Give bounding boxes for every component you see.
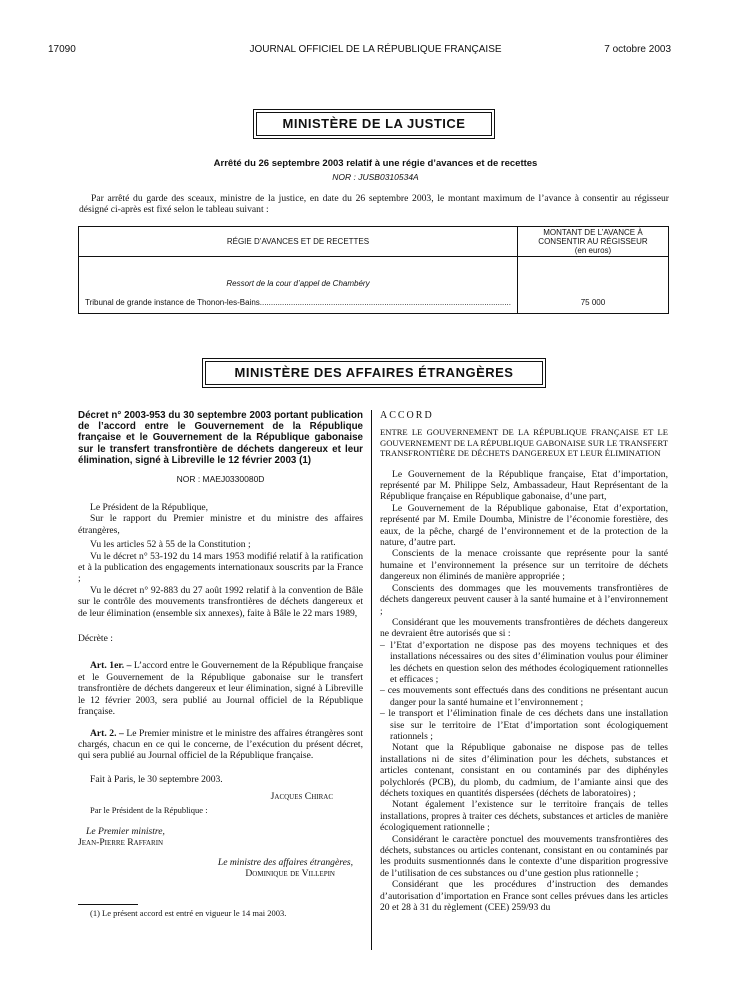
- accord-heading: ACCORD: [380, 410, 434, 421]
- footnote: (1) Le présent accord est entré en vigueur le 14 mai 2003.: [90, 907, 287, 918]
- ressort-label: Ressort de la cour d’appel de Chambéry: [226, 279, 370, 288]
- accord-para-7: Notant également l’existence sur le territoire français de telles installations, propres à traiter ces déchets, substances et articles de manière écologiquement rationnelle ;: [380, 799, 668, 834]
- table-header-montant: MONTANT DE L’AVANCE À CONSENTIR AU RÉGISSEUR (en euros): [517, 227, 668, 257]
- decree-title: Décret n° 2003-953 du 30 septembre 2003 portant publication de l’accord entre le Gouvernement de la République française et le Gouvernement de la République gabonaise sur le transfert transfrontière de déchets dangereux et leur élimination, signé à Libreville le 12 février 2003 (1): [78, 410, 363, 466]
- accord-para-2: Le Gouvernement de la République gabonaise, Etat d’exportation, représenté par M. Emile Doumba, Ministre de l’économie forestière, des eaux, de la pêche, chargé de l’environnement et de la protection de la nature, d’autre part.: [380, 502, 668, 549]
- signer-president: Jacques Chirac: [270, 791, 333, 803]
- column-divider: [371, 410, 372, 950]
- table-row-regie: [79, 257, 518, 314]
- right-column: [380, 410, 668, 913]
- accord-para-1: Le Gouvernement de la République française, Etat d’importation, représenté par M. Philippe Selz, Ambassadeur, Haut Représentant de la République française en République gabonaise, d’une part,: [380, 468, 668, 503]
- tribunal-label: Tribunal de grande instance de Thonon-les-Bains.................................................................................................................: [85, 298, 511, 307]
- accord-para-5: Considérant que les mouvements transfrontières de déchets dangereux ne devraient être autorisés que si :: [380, 616, 668, 640]
- page-number: 17090: [48, 44, 76, 55]
- arrete-nor: NOR : JUSB0310534A: [332, 172, 419, 182]
- accord-para-4: Conscients des dommages que les mouvements transfrontières de déchets dangereux peuvent causer à la santé humaine et à l’environnement ;: [380, 582, 668, 617]
- ministry-affaires-box: MINISTÈRE DES AFFAIRES ÉTRANGÈRES: [205, 361, 543, 385]
- decree-p1: Le Président de la République,: [90, 502, 209, 514]
- table-header-regie: RÉGIE D’AVANCES ET DE RECETTES: [79, 227, 518, 257]
- ministry-justice-box: MINISTÈRE DE LA JUSTICE: [256, 112, 492, 136]
- article-2: Art. 2. – Le Premier ministre et le ministre des affaires étrangères sont chargés, chacun en ce qui le concerne, de l’exécution du présent décret, qui sera publié au Journal officiel de la République française.: [78, 727, 363, 762]
- decree-p3: Vu les articles 52 à 55 de la Constitution ;: [90, 539, 251, 551]
- article-1: Art. 1er. – L’accord entre le Gouvernement de la République française et le Gouvernement de la République gabonaise sur le transfert transfrontière de déchets dangereux et leur élimination, signé à Libreville le 12 février 2003, sera publié au Journal officiel de la République française.: [78, 660, 363, 718]
- accord-dash-2: – ces mouvements sont effectués dans des conditions ne présentant aucun danger pour la santé humaine et l’environnement ;: [380, 685, 668, 708]
- journal-title: JOURNAL OFFICIEL DE LA RÉPUBLIQUE FRANÇAISE: [249, 44, 502, 55]
- pm-name: Jean-Pierre Raffarin: [78, 837, 164, 849]
- footnote-rule: [78, 904, 138, 905]
- issue-date: 7 octobre 2003: [604, 44, 671, 55]
- accord-dash-3: – le transport et l’élimination finale de ces déchets dans une installation sise sur le territoire de l’Etat d’importation sont écologiquement rationnels ;: [380, 708, 668, 742]
- decree-nor: NOR : MAEJ0330080D: [176, 474, 265, 485]
- mae-title: Le ministre des affaires étrangères,: [217, 856, 353, 868]
- arrete-title: Arrêté du 26 septembre 2003 relatif à une régie d’avances et de recettes: [213, 158, 538, 169]
- decree-p4: Vu le décret n° 53-192 du 14 mars 1953 modifié relatif à la ratification et à la publication des engagements internationaux souscrits par la France ;: [78, 550, 363, 585]
- fait-a-paris: Fait à Paris, le 30 septembre 2003.: [90, 773, 223, 785]
- arrete-intro: Par arrêté du garde des sceaux, ministre de la justice, en date du 26 septembre 2003, le montant maximum de l’avance à consentir au régisseur désigné ci-après est fixé selon le tableau suivant :: [79, 193, 669, 216]
- left-column: [78, 410, 363, 919]
- amount-value: 75 000: [517, 257, 668, 314]
- decrete: Décrète :: [78, 633, 113, 645]
- accord-para-3: Conscients de la menace croissante que représente pour la santé humaine et l’environnement la présence sur un territoire de déchets dangereux non éliminés de manière appropriée ;: [380, 548, 668, 583]
- decree-p2: Sur le rapport du Premier ministre et du ministre des affaires étrangères,: [78, 513, 363, 536]
- accord-subheading: ENTRE LE GOUVERNEMENT DE LA RÉPUBLIQUE FRANÇAISE ET LE GOUVERNEMENT DE LA RÉPUBLIQUE GABONAISE SUR LE TRANSFERT TRANSFRONTIÈRE DE DÉCHETS DANGEREUX ET LEUR ÉLIMINATION: [380, 427, 668, 459]
- decree-p5: Vu le décret n° 92-883 du 27 août 1992 relatif à la convention de Bâle sur le contrôle des mouvements transfrontières de déchets dangereux et de leur élimination (ensemble six annexes), faite à Bâle le 22 mars 1989,: [78, 584, 363, 619]
- accord-para-6: Notant que la République gabonaise ne dispose pas de telles installations ni de sites d’élimination pour les déchets, substances et articles contenant, consistant en ou contaminés par des diphényles polychlorés (PCB), du plomb, du cadmium, de l’amiante ainsi que des déchets toxiques en quantités dispersées (déchets de laboratoires) ;: [380, 742, 668, 799]
- pm-title: Le Premier ministre,: [86, 825, 165, 837]
- accord-para-8: Considérant le caractère ponctuel des mouvements transfrontières des déchets, substances ou articles contenant, consistant en ou contaminés par les produits susmentionnés dans le contexte d’une disparition progressive de l’utilisation de ces substances ou d’une gestion plus rationnelle ;: [380, 833, 668, 879]
- regie-table: [78, 226, 669, 314]
- par-le-president: Par le Président de la République :: [90, 804, 208, 815]
- accord-para-9: Considérant que les procédures d’instruction des demandes d’autorisation d’importation en France sont celles prévues dans les articles 20 et 28 à 31 du règlement (CEE) 259/93 du: [380, 879, 668, 914]
- accord-dash-1: – l’Etat d’exportation ne dispose pas des moyens techniques et des installations nécessaires ou des sites d’élimination voulus pour éliminer les déchets en question selon des méthodes écologiquement rationnelles et efficaces ;: [380, 639, 668, 685]
- mae-name: Dominique de Villepin: [245, 868, 335, 880]
